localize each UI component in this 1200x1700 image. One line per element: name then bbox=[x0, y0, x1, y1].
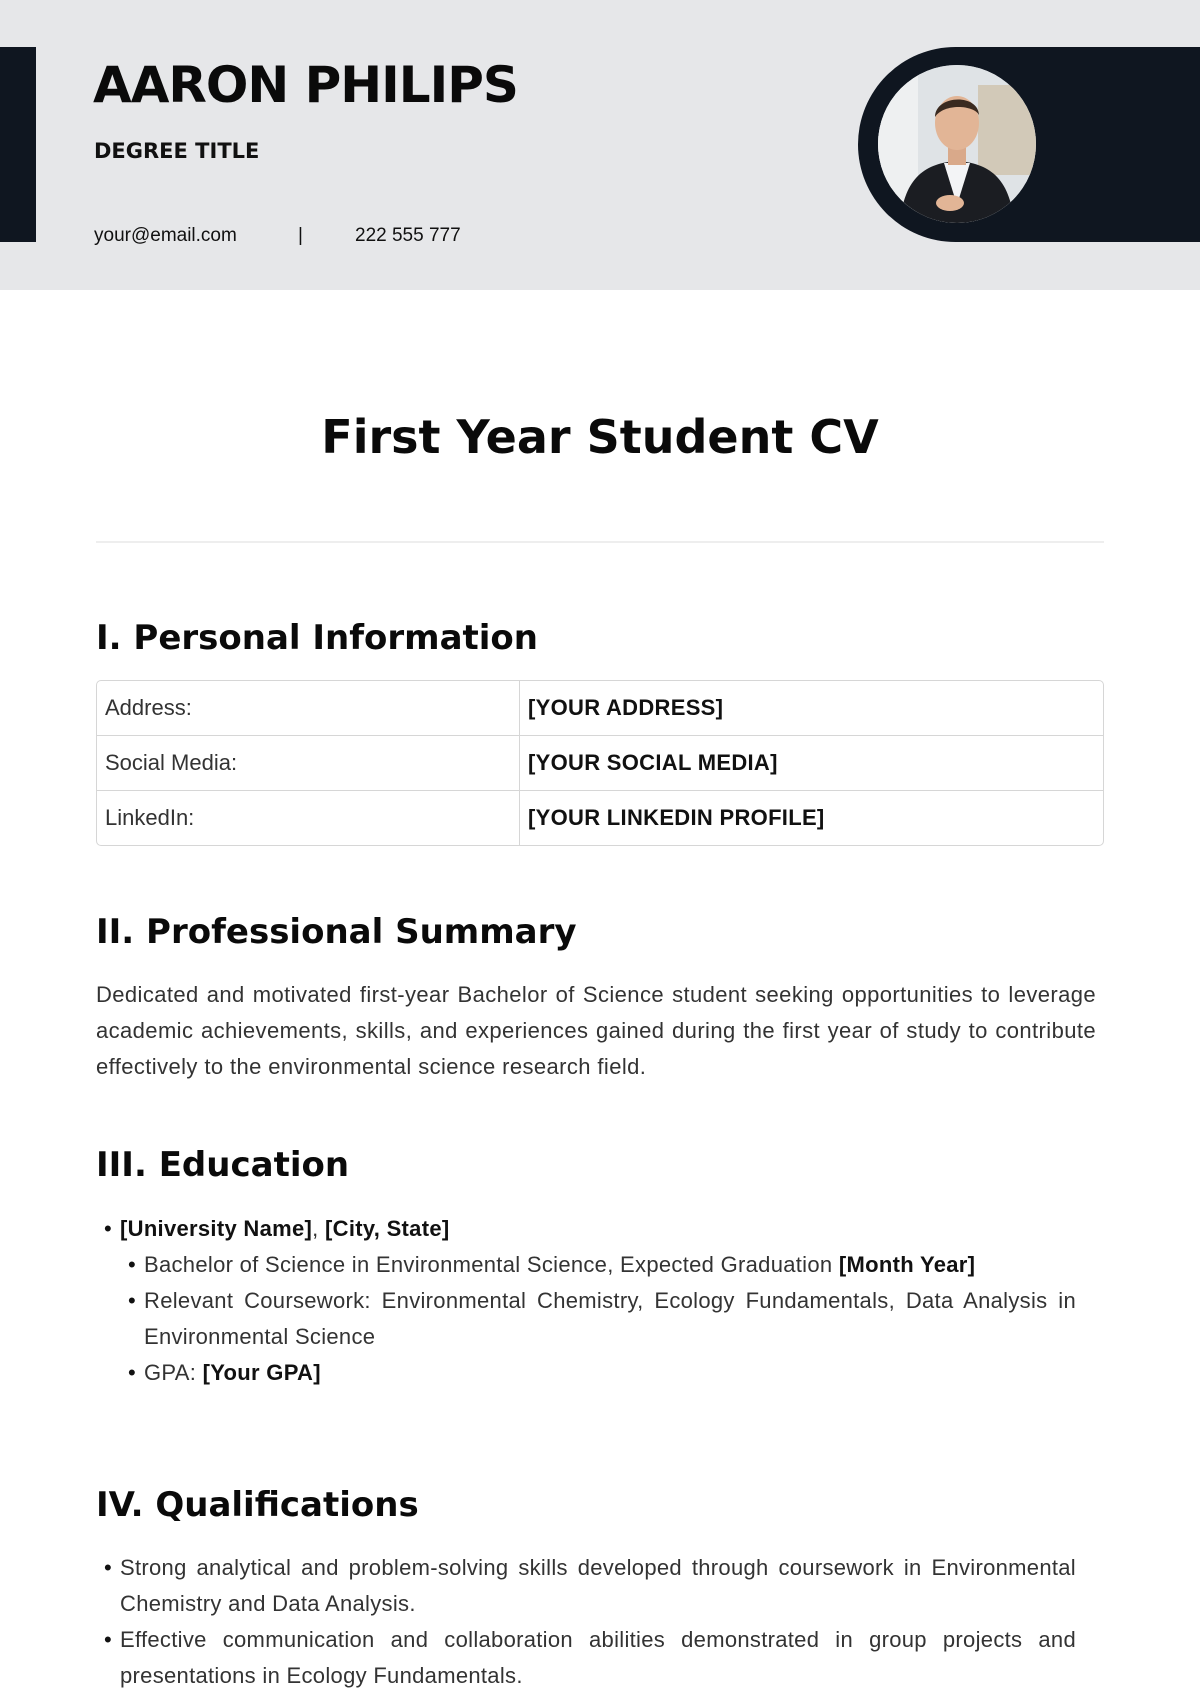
graduation-date: [Month Year] bbox=[838, 1252, 976, 1277]
university-comma: , bbox=[312, 1216, 325, 1241]
table-row bbox=[97, 791, 1103, 845]
education-list bbox=[96, 1211, 1076, 1391]
summary-paragraph: Dedicated and motivated first-year Bachelor of Science student seeking opportunities to leverage academic achievements, skills, and experiences gained during the first year of study to contribute effectively to the environmental science research field. bbox=[96, 982, 1096, 1079]
email-address[interactable]: your@email.com bbox=[94, 225, 237, 246]
table-row bbox=[97, 681, 1103, 736]
candidate-name: AARON PHILIPS bbox=[93, 56, 518, 114]
coursework-text: Relevant Coursework: Environmental Chemistry, Ecology Fundamentals, Data Analysis in Environmental Science bbox=[144, 1288, 1076, 1349]
personal-info-table bbox=[96, 680, 1104, 846]
info-label: Address: bbox=[97, 681, 520, 736]
list-item bbox=[120, 1247, 1076, 1283]
section-heading-summary: II. Professional Summary bbox=[96, 912, 577, 952]
info-value: [YOUR ADDRESS] bbox=[520, 681, 1103, 736]
section-heading-education: III. Education bbox=[96, 1145, 350, 1185]
section-heading-qualifications: IV. Qualifications bbox=[96, 1485, 419, 1525]
info-label: Social Media: bbox=[97, 736, 520, 791]
list-item bbox=[120, 1283, 1076, 1355]
degree-text: Bachelor of Science in Environmental Science, Expected Graduation bbox=[144, 1252, 839, 1277]
education-details bbox=[120, 1247, 1076, 1391]
person-photo-icon bbox=[878, 65, 1036, 223]
info-value: [YOUR LINKEDIN PROFILE] bbox=[528, 805, 825, 830]
list-item: • Effective communication and collaboration abilities demonstrated in group projects and presentations in Ecology Fundamentals. bbox=[96, 1622, 1076, 1694]
info-label: LinkedIn: bbox=[97, 791, 520, 845]
info-value: [YOUR SOCIAL MEDIA] bbox=[520, 736, 1103, 791]
degree-title: DEGREE TITLE bbox=[94, 139, 260, 163]
accent-bar-left bbox=[0, 47, 36, 242]
section-heading-personal-info: I. Personal Information bbox=[96, 618, 538, 658]
contact-separator: | bbox=[298, 225, 303, 246]
document-title: First Year Student CV bbox=[321, 410, 879, 464]
phone-number[interactable]: 222 555 777 bbox=[355, 225, 461, 246]
profile-photo bbox=[878, 65, 1036, 223]
title-divider bbox=[96, 541, 1104, 543]
list-item: • Strong analytical and problem-solving skills developed through coursework in Environmental Chemistry and Data Analysis. bbox=[96, 1550, 1076, 1622]
list-item bbox=[96, 1211, 1076, 1391]
qualifications-list bbox=[96, 1550, 1076, 1694]
gpa-label: GPA: bbox=[144, 1360, 203, 1385]
university-name: [University Name] bbox=[120, 1216, 313, 1241]
table-row bbox=[97, 736, 1103, 791]
resume-header bbox=[0, 0, 1200, 290]
list-item bbox=[120, 1355, 1076, 1391]
gpa-value: [Your GPA] bbox=[202, 1360, 321, 1385]
university-location: [City, State] bbox=[325, 1216, 450, 1241]
